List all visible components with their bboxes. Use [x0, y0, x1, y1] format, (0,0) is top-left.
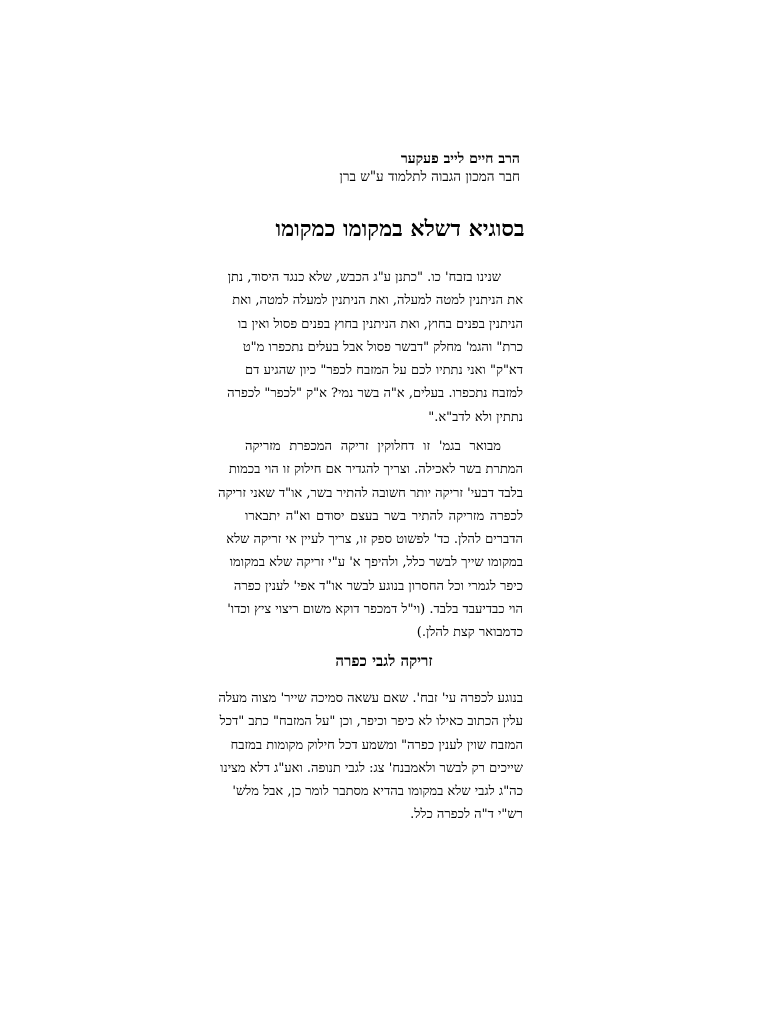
- text-line: למזבח נתכפרו. בעלים, א"ה בשר נמי? א"ק "לכפר" לכפרה: [227, 386, 523, 402]
- paragraph-3: [218, 687, 523, 827]
- text-line: הניתנין בפנים בחוץ, ואת הניתנין בחוץ בפנים פסול ואין בו: [237, 316, 523, 332]
- text-line: את הניתנין למטה למעלה, ואת הניתנין למעלה למטה, ואת: [232, 293, 523, 309]
- paragraph-2: [218, 435, 523, 645]
- section-heading: זריקה לגבי כפרה: [335, 652, 433, 670]
- text-line: שנינו בזבח' כו. "כתנן ע"ג הכבש, שלא כנגד היסוד, נתן: [227, 270, 501, 285]
- text-line: מבואר בגמ' זו דחלוקין זריקה המכפרת מזריקה: [245, 439, 501, 454]
- text-line: עלין הכתוב כאילו לא כיפר וכיפר, וכן "על המזבח" כתב "דכל: [219, 714, 523, 730]
- text-line: המזבח שוין לענין כפרה" ומשמע דכל חילוק מקומות במזבח: [230, 737, 523, 753]
- paragraph-1: [227, 266, 523, 429]
- author-name: הרב חיים לייב פעקער: [400, 151, 520, 167]
- text-line: בלבד דבעי' זריקה יותר חשובה להתיר בשר, או"ד שאני זריקה: [218, 485, 523, 501]
- article-title: בסוגיא דשלא במקומו כמקומו: [275, 216, 525, 242]
- text-line: דא"ק" ואני נתתיו לכם על המזבח לכפר" כיון שהגיע דם: [245, 363, 523, 379]
- author-block: [220, 150, 520, 186]
- text-line: הוי כבדיעבד בלבד. (וי"ל דמכפר דוקא משום ריצוי ציץ וכדו': [227, 602, 523, 618]
- text-line: שייכים רק לבשר ולאמבנח' צג: לגבי תנופה. ואע"ג דלא מצינו: [220, 760, 523, 776]
- text-line: כרת" והגמ' מחלק "דבשר פסול אבל בעלים נתכפרו מ"ט: [242, 339, 523, 355]
- text-line: בנוגע לכפרה עי' זבח'. שאם עשאה סמיכה שייר' מצוה מעלה: [218, 691, 523, 706]
- text-line: לכפרה מזריקה להתיר בשר בעצם יסודם וא"ה יתבארו: [245, 508, 523, 524]
- text-line: כה"ג לגבי שלא במקומו בהדיא מסתבר לומר כן, אבל מלש': [232, 784, 523, 800]
- text-line: רש"י ד"ה לכפרה כלל.: [410, 807, 523, 823]
- text-line: המתרת בשר לאכילה. וצריך להגדיר אם חילוק זו הוי בכמות: [228, 462, 523, 478]
- text-line: הדברים להלן. כד' לפשוט ספק זו, צריך לעיין אי זריקה שלא: [226, 532, 523, 548]
- text-line: כדמבואר קצת להלן.): [416, 625, 523, 641]
- text-line: במקומו שייך לבשר כלל, ולהיפך א' ע"י זריקה שלא במקומו: [229, 555, 523, 571]
- author-affiliation: חבר המכון הגבוה לתלמוד ע"ש ברן: [339, 169, 520, 185]
- text-line: נתתין ולא לדב"א.": [428, 409, 523, 425]
- text-line: כיפר לגמרי וכל החסרון בנוגע לבשר או"ד אפי' לענין כפרה: [233, 578, 523, 594]
